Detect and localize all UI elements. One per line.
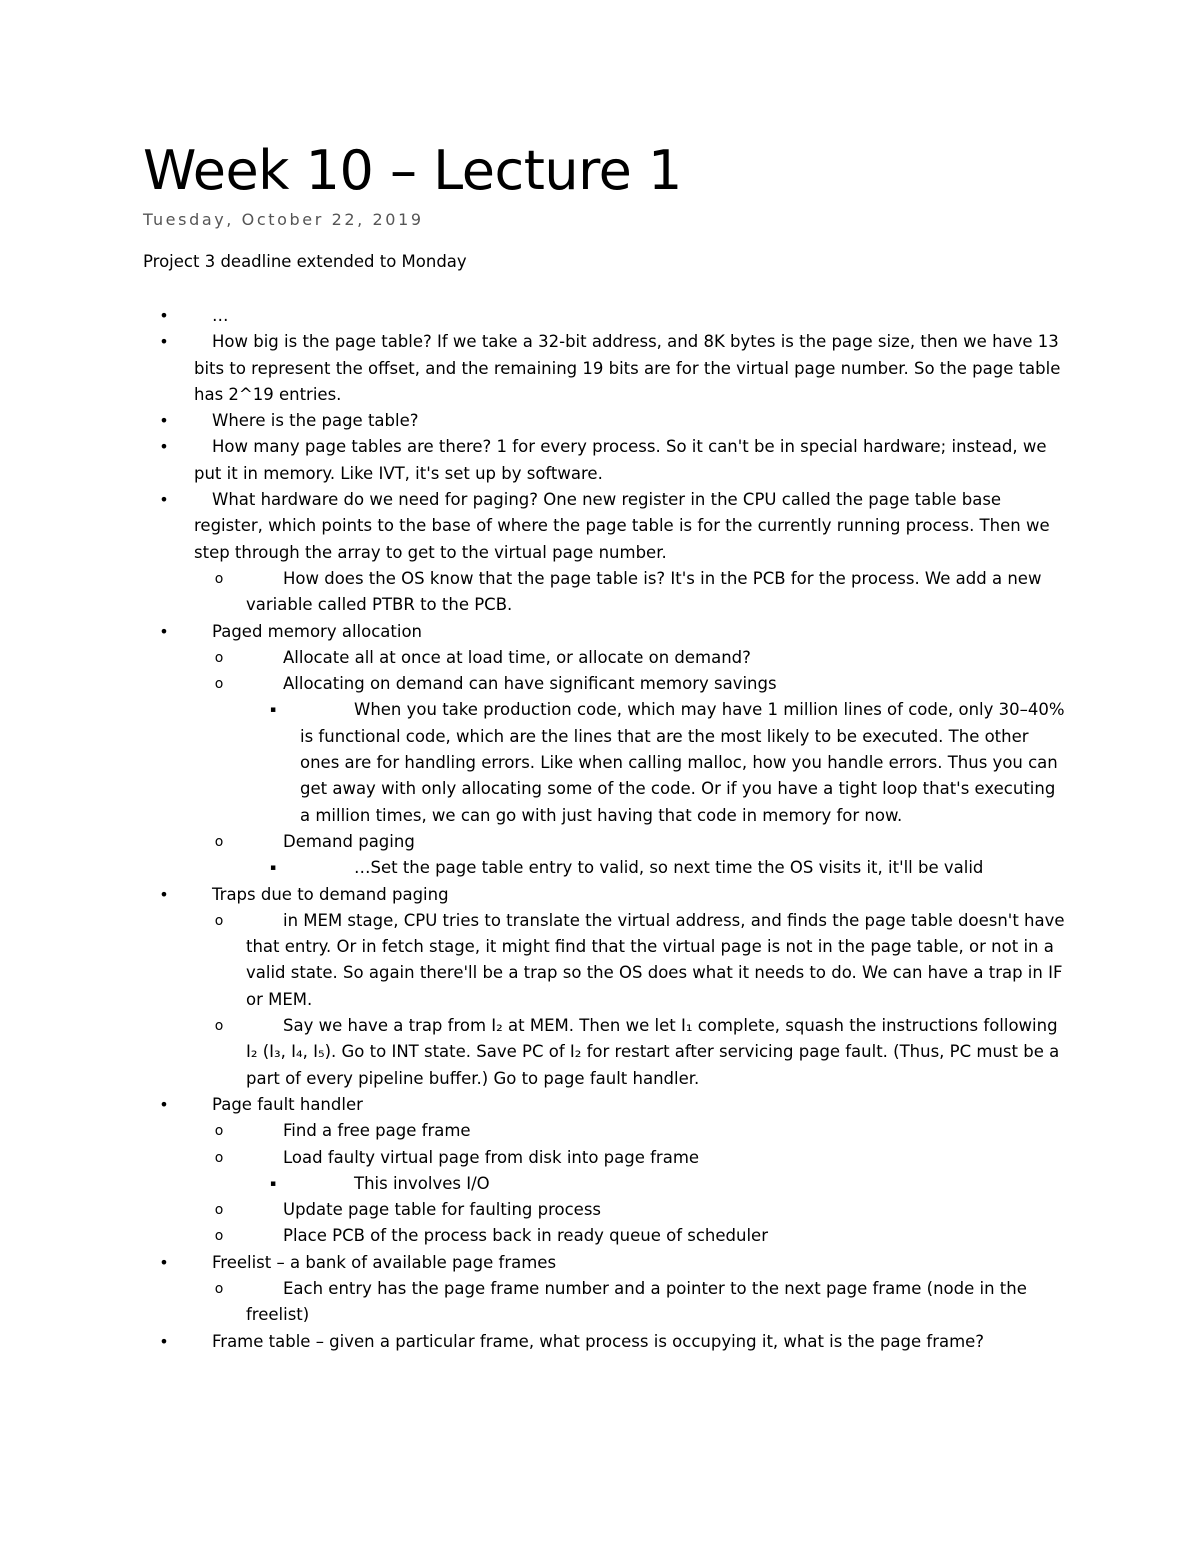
bullet-icon: • [159, 884, 169, 904]
list-item-text: When you take production code, which may have 1 million lines of code, only 30–40% is functional code, which are the lines that are the most likely to be executed. The other ones are for handling errors. Like when calling malloc, how you handle errors. Thus you can get away with only allocating some of the code. Or if you have a tight loop that's executing a million times, we can go with just having that code in memory for now. [300, 700, 1065, 825]
list-item-level-1 [159, 882, 1064, 908]
bullet-icon: • [159, 332, 169, 352]
list-item-text: … [212, 306, 229, 325]
list-item-level-2 [214, 645, 1066, 671]
list-item-level-3 [269, 1171, 1070, 1197]
list-item-level-2 [214, 829, 1066, 855]
list-item-text: Say we have a trap from I₂ at MEM. Then we let I₁ complete, squash the instructions following I₂ (I₃, I₄, I₅). Go to INT state. Save PC of I₂ for restart after servicing page fault. (Thus, PC must be a part of every pipeline buffer.) Go to page fault handler. [246, 1016, 1060, 1088]
bullet-icon: o [214, 1202, 224, 1219]
list-item-level-1 [159, 434, 1064, 487]
list-item-level-3 [269, 697, 1070, 828]
list-item-text: How big is the page table? If we take a 32-bit address, and 8K bytes is the page size, then we have 13 bits to represent the offset, and the remaining 19 bits are for the virtual page number. So the page table has 2^19 entries. [194, 332, 1061, 404]
bullet-icon: o [214, 1228, 224, 1245]
list-item-text: Frame table – given a particular frame, what process is occupying it, what is the page frame? [212, 1331, 985, 1351]
page-title: Week 10 – Lecture 1 [143, 139, 682, 202]
list-item-text: Page fault handler [212, 1094, 363, 1114]
list-item-level-2 [214, 1276, 1066, 1329]
list-item-text: Paged memory allocation [212, 621, 423, 641]
list-item-text: in MEM stage, CPU tries to translate the virtual address, and finds the page table doesn't have that entry. Or in fetch stage, it might find that the virtual page is not in the page table, or not in a valid state. So again there'll be a trap so the OS does what it needs to do. We can have a trap in IF or MEM. [246, 910, 1065, 1009]
list-item-level-1 [159, 329, 1064, 408]
list-item-text: This involves I/O [354, 1173, 490, 1193]
list-item-level-2 [214, 566, 1066, 619]
list-item-level-2 [214, 1197, 1066, 1223]
list-item-level-1 [159, 1329, 1064, 1355]
list-item-level-2 [214, 908, 1066, 1013]
bullet-icon: o [214, 1149, 224, 1166]
notes-list [0, 303, 1200, 1355]
list-item-text: Allocating on demand can have significant memory savings [283, 674, 777, 694]
list-item-text: How many page tables are there? 1 for every process. So it can't be in special hardware; instead, we put it in memory. Like IVT, it's set up by software. [194, 437, 1047, 483]
bullet-icon: o [214, 649, 224, 666]
bullet-icon: ▪ [269, 863, 277, 874]
bullet-icon: ▪ [269, 705, 277, 716]
list-item-text: What hardware do we need for paging? One new register in the CPU called the page table base register, which points to the base of where the page table is for the currently running process. Then we step through the array to get to the virtual page number. [194, 490, 1050, 562]
list-item-level-1 [159, 1092, 1064, 1118]
bullet-icon: o [214, 1280, 224, 1297]
bullet-icon: • [159, 1094, 169, 1114]
list-item-text: Allocate all at once at load time, or allocate on demand? [283, 647, 751, 667]
list-item-text: Traps due to demand paging [212, 884, 449, 904]
list-item-level-1 [159, 619, 1064, 645]
list-item-text: Load faulty virtual page from disk into page frame [283, 1147, 700, 1167]
bullet-icon: o [214, 912, 224, 929]
bullet-icon: • [159, 1331, 169, 1351]
list-item-level-2 [214, 1223, 1066, 1249]
bullet-icon: ▪ [269, 1178, 277, 1189]
bullet-icon: o [214, 1018, 224, 1035]
list-item-text: …Set the page table entry to valid, so next time the OS visits it, it'll be valid [354, 858, 984, 878]
list-item-level-1 [159, 1250, 1064, 1276]
list-item-level-1 [159, 303, 1064, 329]
list-item-level-1 [159, 487, 1064, 566]
list-item-text: How does the OS know that the page table is? It's in the PCB for the process. We add a new variable called PTBR to the PCB. [246, 568, 1042, 615]
bullet-icon: o [214, 676, 224, 693]
bullet-icon: o [214, 570, 224, 587]
bullet-icon: o [214, 833, 224, 850]
bullet-icon: • [159, 306, 169, 325]
list-item-text: Freelist – a bank of available page frames [212, 1252, 557, 1272]
list-item-text: Update page table for faulting process [283, 1200, 602, 1220]
page-date: Tuesday, October 22, 2019 [143, 210, 424, 229]
list-item-level-2 [214, 1145, 1066, 1171]
list-item-level-1 [159, 408, 1064, 434]
bullet-icon: • [159, 411, 169, 431]
list-item-text: Find a free page frame [283, 1121, 471, 1141]
bullet-icon: o [214, 1123, 224, 1140]
list-item-level-3 [269, 855, 1070, 881]
list-item-text: Demand paging [283, 831, 415, 851]
bullet-icon: • [159, 490, 169, 510]
bullet-icon: • [159, 621, 169, 641]
list-item-level-2 [214, 1013, 1066, 1092]
list-item-text: Place PCB of the process back in ready queue of scheduler [283, 1226, 768, 1246]
list-item-text: Each entry has the page frame number and a pointer to the next page frame (node in the freelist) [246, 1278, 1027, 1325]
list-item-text: Where is the page table? [212, 411, 419, 431]
bullet-icon: • [159, 437, 169, 457]
bullet-icon: • [159, 1252, 169, 1272]
intro-paragraph: Project 3 deadline extended to Monday [143, 252, 467, 271]
list-item-level-2 [214, 671, 1066, 697]
list-item-level-2 [214, 1118, 1066, 1144]
